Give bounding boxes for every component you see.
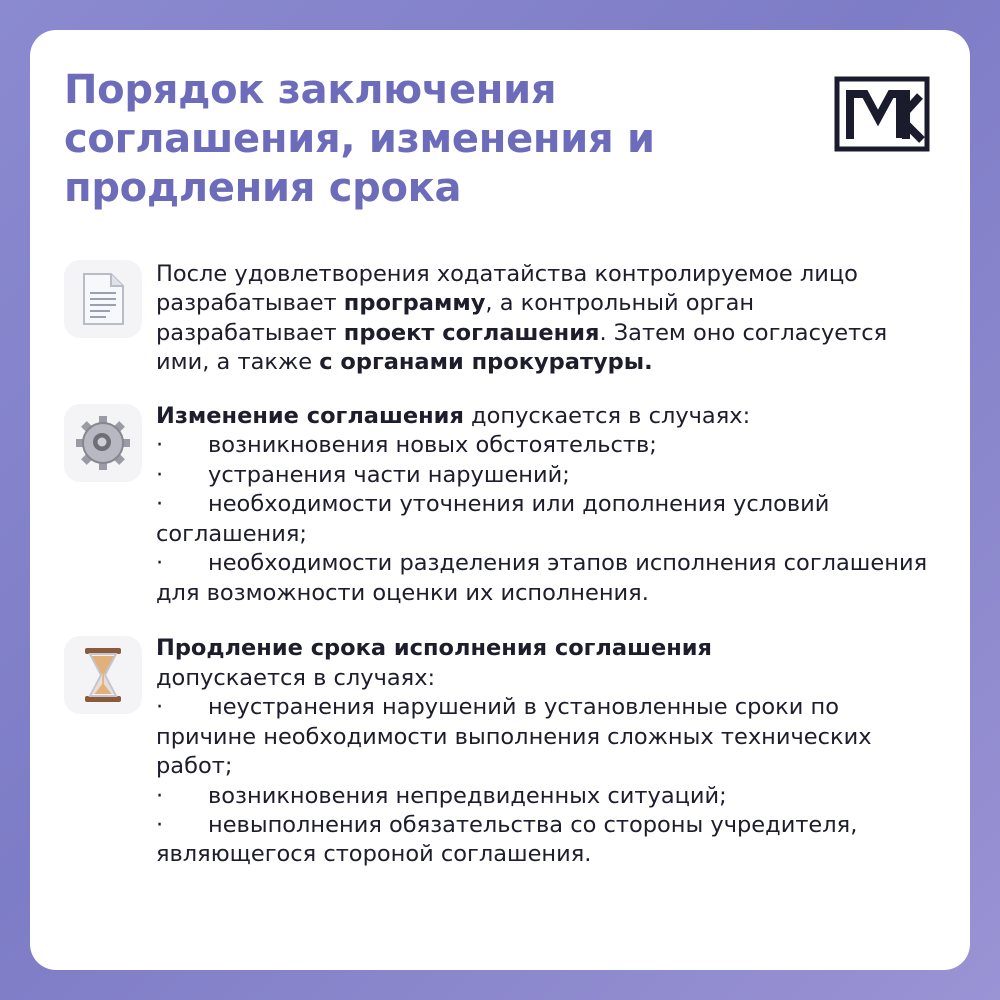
block-agreement-conclusion [64, 256, 936, 378]
block-1-text [156, 260, 936, 378]
hourglass-icon [64, 636, 142, 714]
b2-bullet-1 [156, 461, 936, 490]
b2-bullet-0 [156, 431, 936, 460]
b2-bullet-3-text: необходимости разделения этапов исполнения соглашения для возможности оценки их исполнения. [156, 550, 928, 606]
b3-heading-tail: допускается в случаях: [156, 664, 436, 691]
card-header [64, 60, 936, 240]
b1-seg-5: с органами прокуратуры. [319, 349, 653, 376]
b3-bullet-2-text: невыполнения обязательства со стороны учредителя, являющегося стороной соглашения. [156, 811, 858, 868]
b1-seg-2: , а контрольный орган разрабатывает [156, 290, 755, 346]
b2-bullet-2-text: необходимости уточнения или дополнения условий соглашения; [156, 491, 830, 547]
b1-seg-1: программу [343, 290, 486, 317]
block-2-text [156, 402, 936, 608]
b1-seg-0: После удовлетворения ходатайства контролируемое лицо разрабатывает [156, 261, 858, 317]
b3-bullet-2 [156, 811, 936, 870]
b3-bullet-0-text: неустранения нарушений в установленные сроки по причине необходимости выполнения сложных технических работ; [156, 694, 872, 780]
mk-logo [834, 76, 930, 152]
b2-heading-tail: допускается в случаях: [463, 402, 751, 429]
b1-seg-3: проект соглашения [343, 319, 600, 346]
b2-heading: Изменение соглашения [156, 402, 464, 429]
bullet-symbol: · [156, 461, 164, 488]
b2-bullet-3 [156, 549, 936, 608]
b2-bullet-0-text: возникновения новых обстоятельств; [208, 432, 657, 459]
b2-bullet-2 [156, 490, 936, 549]
b3-bullet-1-text: возникновения непредвиденных ситуаций; [208, 782, 727, 809]
bullet-symbol: · [156, 811, 164, 838]
bullet-symbol: · [156, 491, 164, 518]
b3-bullet-0 [156, 693, 936, 781]
b1-seg-4: . Затем оно согласуется ими, а также [156, 319, 888, 376]
bullet-symbol: · [156, 694, 164, 721]
document-icon [64, 260, 142, 338]
page-title: Порядок заключения соглашения, изменения и продления срока [64, 67, 655, 211]
b3-bullet-1 [156, 782, 936, 811]
gear-icon [64, 404, 142, 482]
block-3-text [156, 634, 936, 870]
block-agreement-change [64, 400, 936, 608]
info-card [30, 30, 970, 970]
b3-heading: Продление срока исполнения соглашения [156, 635, 713, 662]
bullet-symbol: · [156, 432, 164, 459]
bullet-symbol: · [156, 550, 164, 577]
bullet-symbol: · [156, 782, 164, 809]
content-blocks [64, 256, 936, 870]
block-term-extension [64, 632, 936, 870]
b2-bullet-1-text: устранения части нарушений; [208, 461, 570, 488]
